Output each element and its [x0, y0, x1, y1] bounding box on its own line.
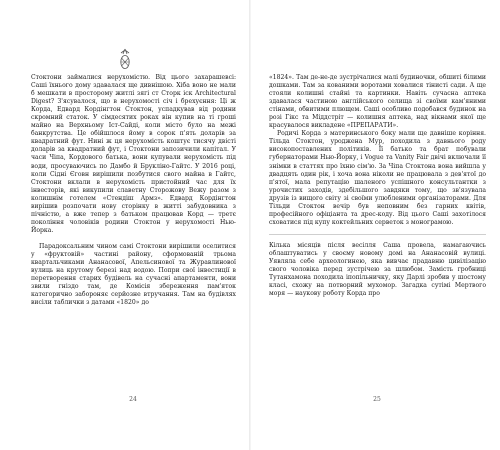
section-divider	[269, 234, 486, 235]
right-paragraph-3: Кілька місяців після весілля Саша провела, намагаючись облаштуватись у своєму новому домі на Ананасовій вулиці. Уявляла себе археологинею, яка вивчає прадавню цивілізацію свого чоловіка перед зустрічею за шлюбом. Замість гробниці Тутанхамона походила іпопільничку, яку Дарлі зробив у шостому класі, схожу на потворний мухомор. Загадка сутімі Мертвого моря — наукову роботу Корда про	[269, 241, 486, 298]
right-page	[250, 0, 500, 450]
right-paragraph-1: «1824». Там де-не-де зустрічалися малі будиночки, обшиті білими дошками. Там за кованими воротами ховалися тінисті сади. А ще стояли колишні стайні та картинки. Навіть сучасна аптека здавалася частиною англійського селища зі своїми кам'яними стінами, обвитими плющем. Саші особливо подобався будинок на розі Гікс та Міддстріт — колишня аптека, над вікнами якої ще красувалося викладене «ПРЕПАРАТИ».	[269, 74, 486, 130]
page-number-right: 25	[373, 396, 381, 403]
left-paragraph-1: Стоктони займалися нерухомістю. Від цього захарашевсі: Саші їхнього дому здавалася ще дивнішою. Хіба воно не мали б мешкати в просторому житлі зягі ст Сторк іск Architectural Digest? З'ясувалося, що в нерухомості січ і брехуєння: Ці ж Корда, Едвард Кордінгтон Стоктон, успадкував від родини скромний статок. У сімдесятих роках він купив на ті гроші майно на Верхньому Іст-Сайді, коли місто було на межі банкрутства. Це обійшлося йому в сорок п'ять доларів за квадратний фут. Нині ж ця нерухомість коштує тисячу двісті доларів за квадратний фут, і Стоктони запозичили капітал. У часи Чіпа, Кордового батька, вони купували нерухомість під води, просуваючись по Дамбо й Брукліно-Гайтс. У 2016 році, коли Сідні Єговн вирішили позбутися свого майна в Гайтс, Стоктони вклали в нерухомість пристойний час для їх інвесторів, які викупили славетну Сторожову Вежу разом з колишнім готелем «Стендіш Армз». Едвард Кордінгтон вирішив розпочати нову сторінку в житті забудовника з пічністю, а вже тепер з батьком працював Корд — третє покоління чоловіків родини Стоктон у нерухомості Нью-Йорка.	[31, 74, 236, 234]
left-paragraph-2: Парадоксальним чином самі Стоктони вирішили оселитися у «фруктовій» частині району, сформованій трьома квартальчиками Ананасової, Апельсинової та Журавлинової вулиць на крутому березі над водою. Попри свої інвестиції в перетворення старих будівель на сучасні апартаменти, вони звили гніздо там, де Комісія збереження пам'яток категорично забороняє серйозне втручання. Там на будівлях висіли таблички з датами «1820» до	[31, 242, 236, 307]
page-number-left: 24	[129, 396, 137, 403]
pineapple-icon	[118, 48, 132, 70]
right-paragraph-2: Родичі Корда з материнського боку мали ще давніше коріння. Тільда Стоктон, уроджена Мур, походила з давнього роду високопоставлених політиків. Її батько та брат побували губернаторами Нью-Йорку, і Vogue та Vanity Fair двічі включали її знімки в статтях про їхню сім'ю. За Чіпа Стоктона вона вийшла у двадцять один рік, і хоча вона ніколи не працювала з дев'ятої до п'ятої, мала репутацію шаленого успішного консультантки з урочистих заходів, здебільшого завдяки тому, що зв'язувала друзів із вищого світу зі своїми улюбленими організаторами. Для Тільди Стоктон вечір був неповним без гарних квітів, професійного офіціанта та дрес-коду. Від цього Саші захотілося сховатися під купу коктейльних серветок з монограмою.	[269, 130, 486, 226]
